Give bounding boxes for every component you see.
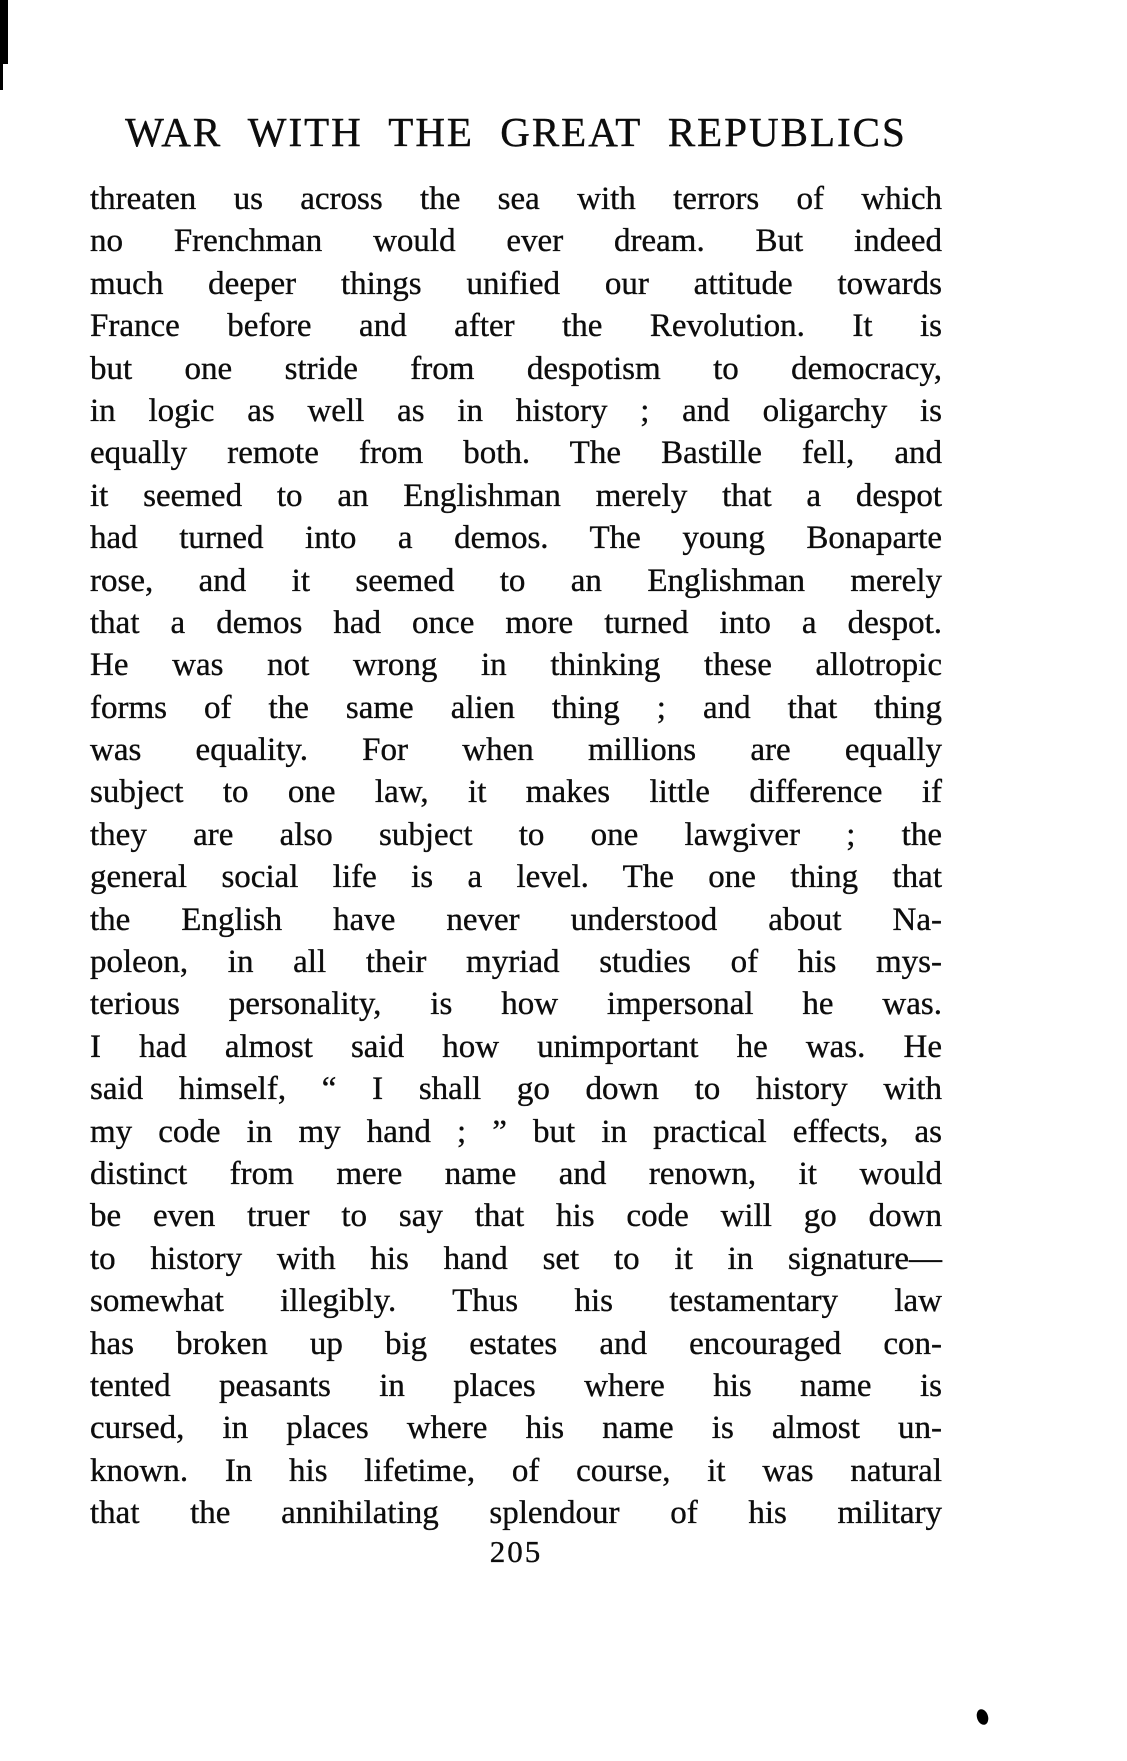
page-number: 205 (489, 1534, 543, 1569)
text-line: France before and after the Revolution. It is (90, 308, 942, 345)
body-text (90, 178, 942, 1535)
text-line: forms of the same alien thing ; and that thing (90, 689, 942, 726)
text-line: distinct from mere name and renown, it would (90, 1155, 942, 1192)
text-line: but one stride from despotism to democracy, (90, 350, 942, 387)
text-line: somewhat illegibly. Thus his testamentary law (90, 1283, 942, 1320)
text-line: subject to one law, it makes little difference if (90, 774, 942, 811)
ink-dot-artifact (975, 1708, 990, 1727)
text-line: equally remote from both. The Bastille fell, and (90, 435, 942, 472)
text-line: my code in my hand ; ” but in practical effects, as (90, 1113, 942, 1150)
text-line: tented peasants in places where his name is (90, 1367, 942, 1404)
text-line: rose, and it seemed to an Englishman merely (90, 562, 942, 599)
text-line: was equality. For when millions are equally (90, 732, 942, 769)
text-line: that a demos had once more turned into a despot. (90, 604, 942, 641)
text-line: He was not wrong in thinking these allotropic (90, 647, 942, 684)
text-line: had turned into a demos. The young Bonaparte (90, 520, 942, 557)
text-line: the English have never understood about Na- (90, 901, 942, 938)
text-line: no Frenchman would ever dream. But indeed (90, 223, 942, 260)
text-line: has broken up big estates and encouraged con- (90, 1325, 942, 1362)
scan-edge-artifact-thin (0, 64, 3, 90)
text-line: in logic as well as in history ; and oligarchy is (90, 392, 942, 429)
text-line: threaten us across the sea with terrors of which (90, 181, 942, 217)
text-line: that the annihilating splendour of his military (90, 1495, 942, 1532)
text-line: to history with his hand set to it in signature— (90, 1240, 942, 1277)
text-line: known. In his lifetime, of course, it was natural (90, 1452, 942, 1489)
text-line: much deeper things unified our attitude towards (90, 265, 942, 302)
text-line: cursed, in places where his name is almost un- (90, 1410, 942, 1447)
text-line: terious personality, is how impersonal he was. (90, 986, 942, 1023)
text-line: general social life is a level. The one thing that (90, 859, 942, 896)
scan-edge-artifact (0, 0, 8, 64)
text-line: said himself, “ I shall go down to history with (90, 1071, 942, 1108)
text-line: be even truer to say that his code will go down (90, 1198, 942, 1235)
text-line: poleon, in all their myriad studies of his mys- (90, 944, 942, 981)
text-line: they are also subject to one lawgiver ; the (90, 816, 942, 853)
text-line: I had almost said how unimportant he was. He (90, 1028, 942, 1065)
page-title: WAR WITH THE GREAT REPUBLICS (125, 109, 907, 155)
text-line: it seemed to an Englishman merely that a despot (90, 477, 942, 514)
